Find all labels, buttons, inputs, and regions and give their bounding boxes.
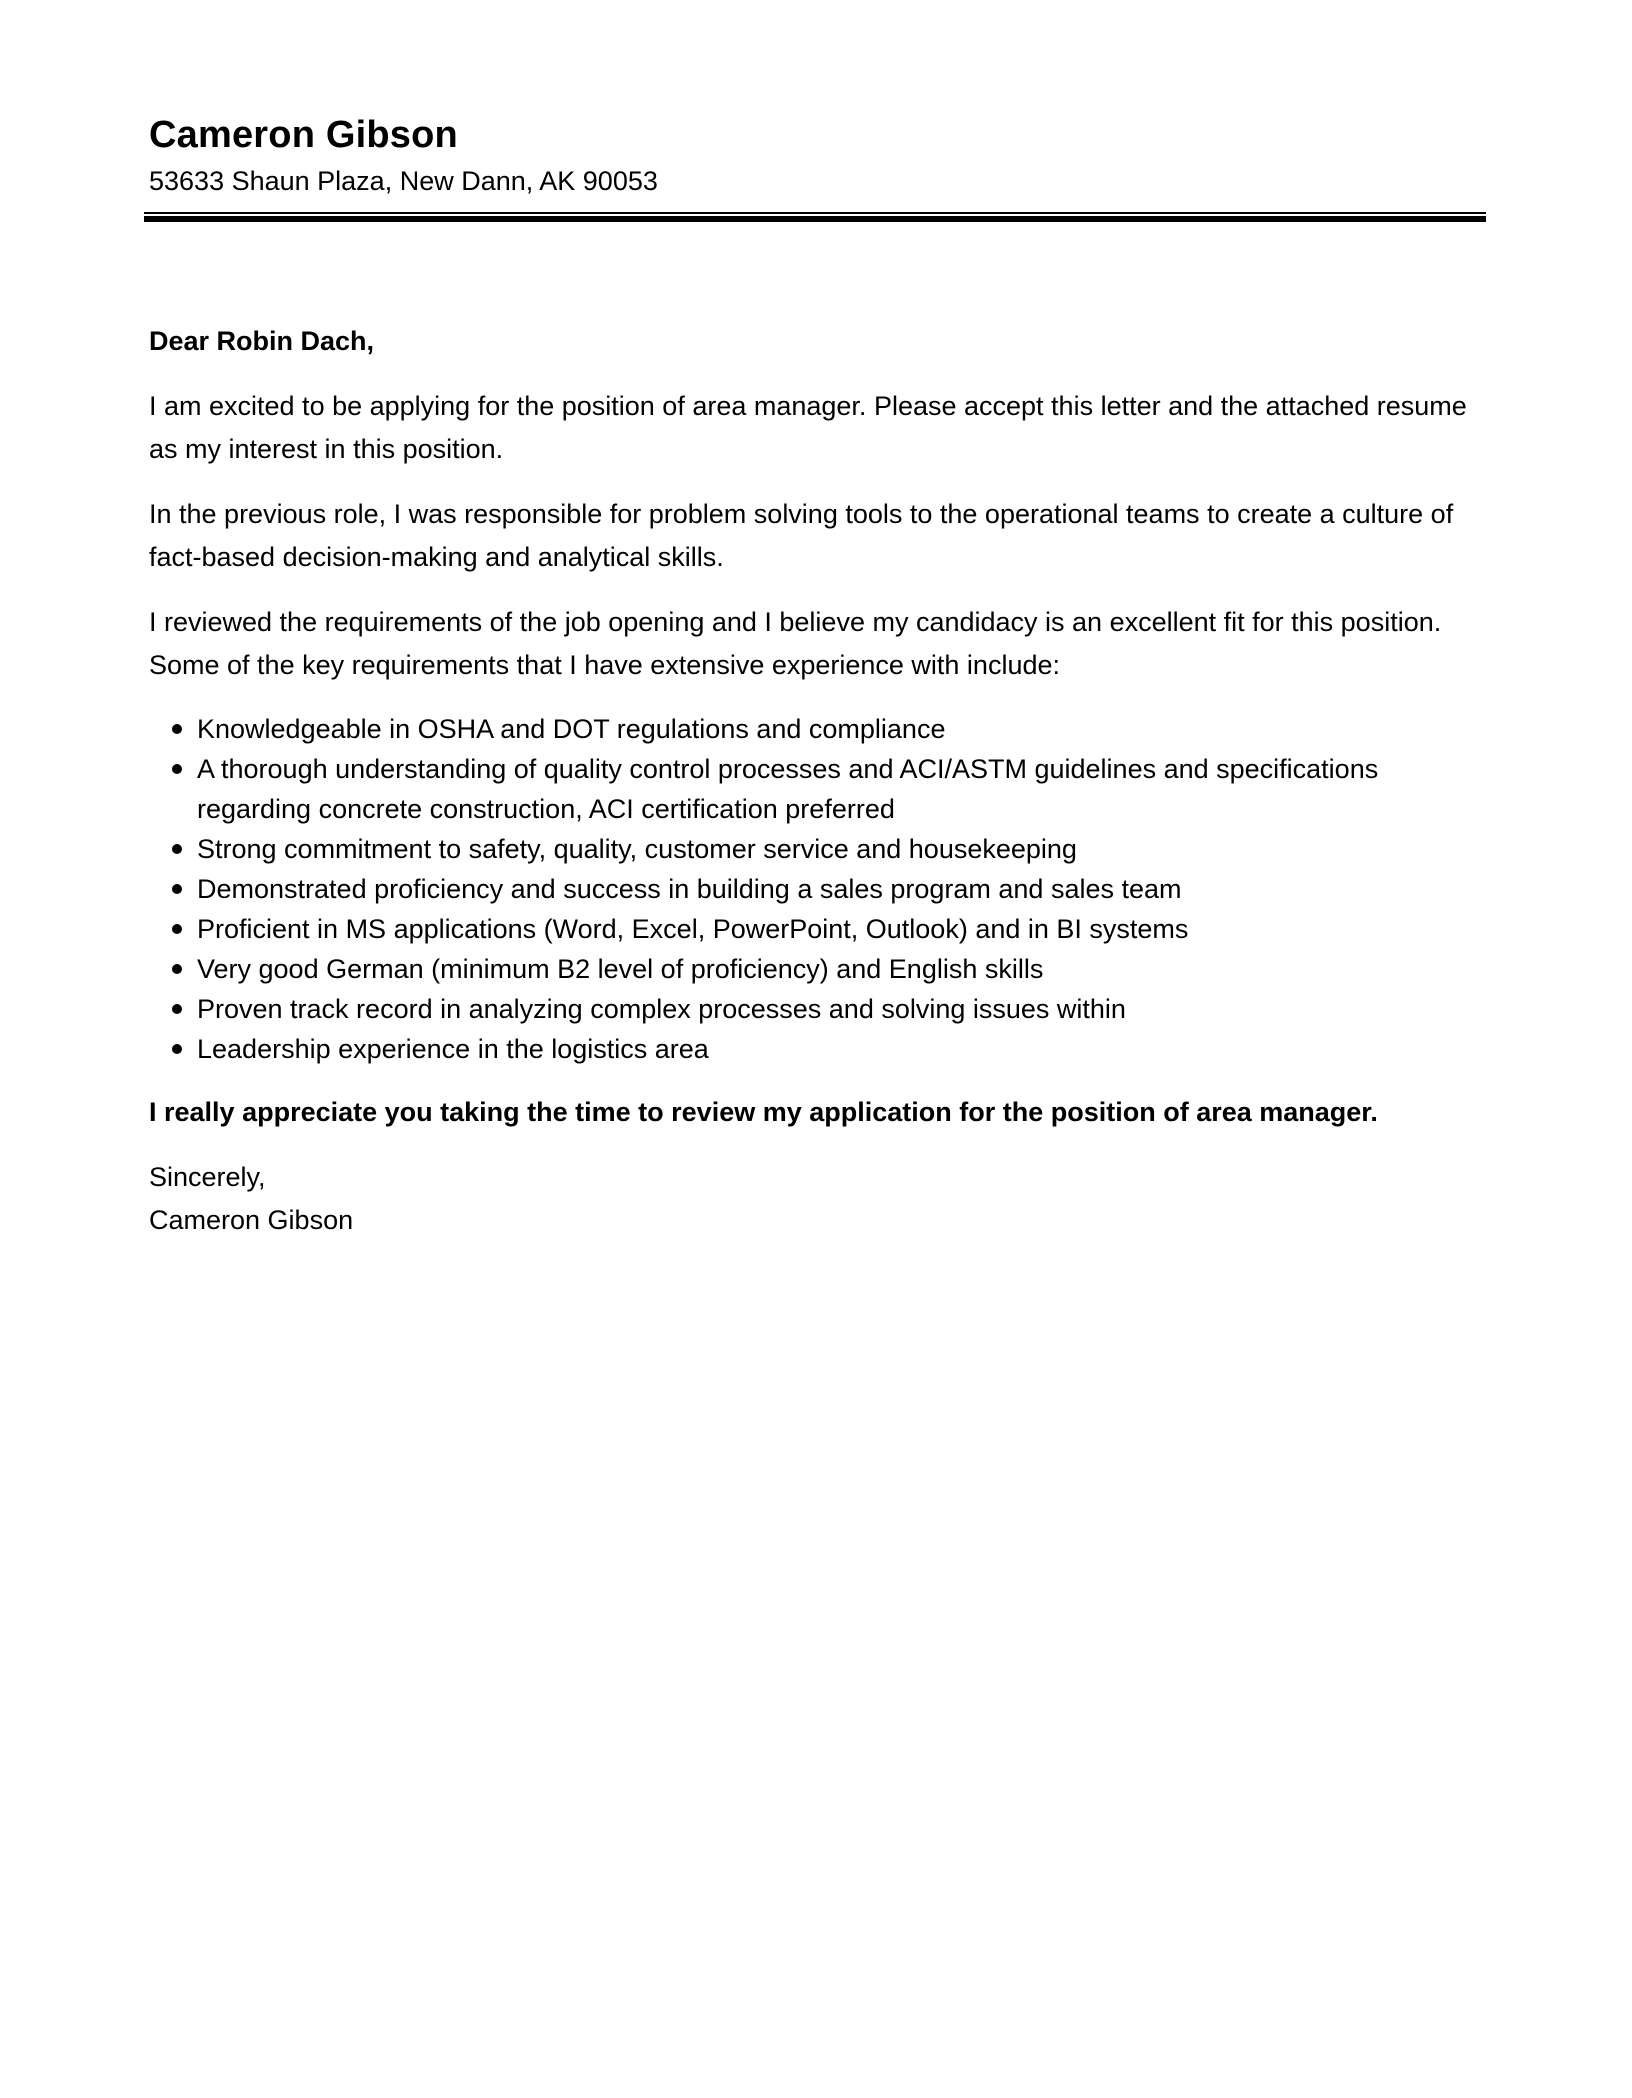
sender-name: Cameron Gibson — [149, 114, 458, 156]
bullet-icon — [172, 764, 182, 774]
list-item-text: Proficient in MS applications (Word, Excel, PowerPoint, Outlook) and in BI systems — [197, 914, 1189, 944]
bullet-icon — [172, 1004, 182, 1014]
requirements-list — [149, 709, 1489, 1069]
list-item — [149, 1029, 1489, 1069]
header-divider-thin-line — [144, 212, 1486, 214]
signature-name: Cameron Gibson — [149, 1205, 354, 1235]
sender-address: 53633 Shaun Plaza, New Dann, AK 90053 — [149, 166, 658, 196]
closing-statement: I really appreciate you taking the time to review my application for the position of area manager. — [149, 1097, 1378, 1127]
paragraph-previous-role: In the previous role, I was responsible for problem solving tools to the operational teams to create a culture of fact-based decision-making and analytical skills. — [149, 499, 1454, 572]
bullet-icon — [172, 844, 182, 854]
signoff: Sincerely, — [149, 1162, 266, 1192]
list-item — [149, 749, 1489, 829]
list-item — [149, 949, 1489, 989]
list-item — [149, 709, 1489, 749]
bullet-icon — [172, 924, 182, 934]
list-item-text: Knowledgeable in OSHA and DOT regulations and compliance — [197, 714, 946, 744]
header-divider — [144, 212, 1486, 222]
list-item-text: Very good German (minimum B2 level of proficiency) and English skills — [197, 954, 1044, 984]
letter-header — [149, 108, 1489, 200]
bullet-icon — [172, 724, 182, 734]
salutation: Dear Robin Dach, — [149, 326, 375, 356]
list-item — [149, 869, 1489, 909]
letter-body — [149, 320, 1489, 1242]
list-item — [149, 829, 1489, 869]
bullet-icon — [172, 884, 182, 894]
bullet-icon — [172, 964, 182, 974]
list-item — [149, 989, 1489, 1029]
paragraph-requirements-intro: I reviewed the requirements of the job opening and I believe my candidacy is an excellent fit for this position. Some of the key requirements that I have extensive experience with include: — [149, 607, 1442, 680]
list-item-text: A thorough understanding of quality control processes and ACI/ASTM guidelines and specifications regarding concrete construction, ACI certification preferred — [197, 754, 1379, 824]
list-item-text: Strong commitment to safety, quality, customer service and housekeeping — [197, 834, 1077, 864]
header-divider-thick-line — [144, 216, 1486, 222]
paragraph-intro: I am excited to be applying for the position of area manager. Please accept this letter and the attached resume as my interest in this position. — [149, 391, 1467, 464]
list-item — [149, 909, 1489, 949]
list-item-text: Demonstrated proficiency and success in building a sales program and sales team — [197, 874, 1182, 904]
bullet-icon — [172, 1044, 182, 1054]
list-item-text: Proven track record in analyzing complex processes and solving issues within — [197, 994, 1126, 1024]
list-item-text: Leadership experience in the logistics area — [197, 1034, 709, 1064]
